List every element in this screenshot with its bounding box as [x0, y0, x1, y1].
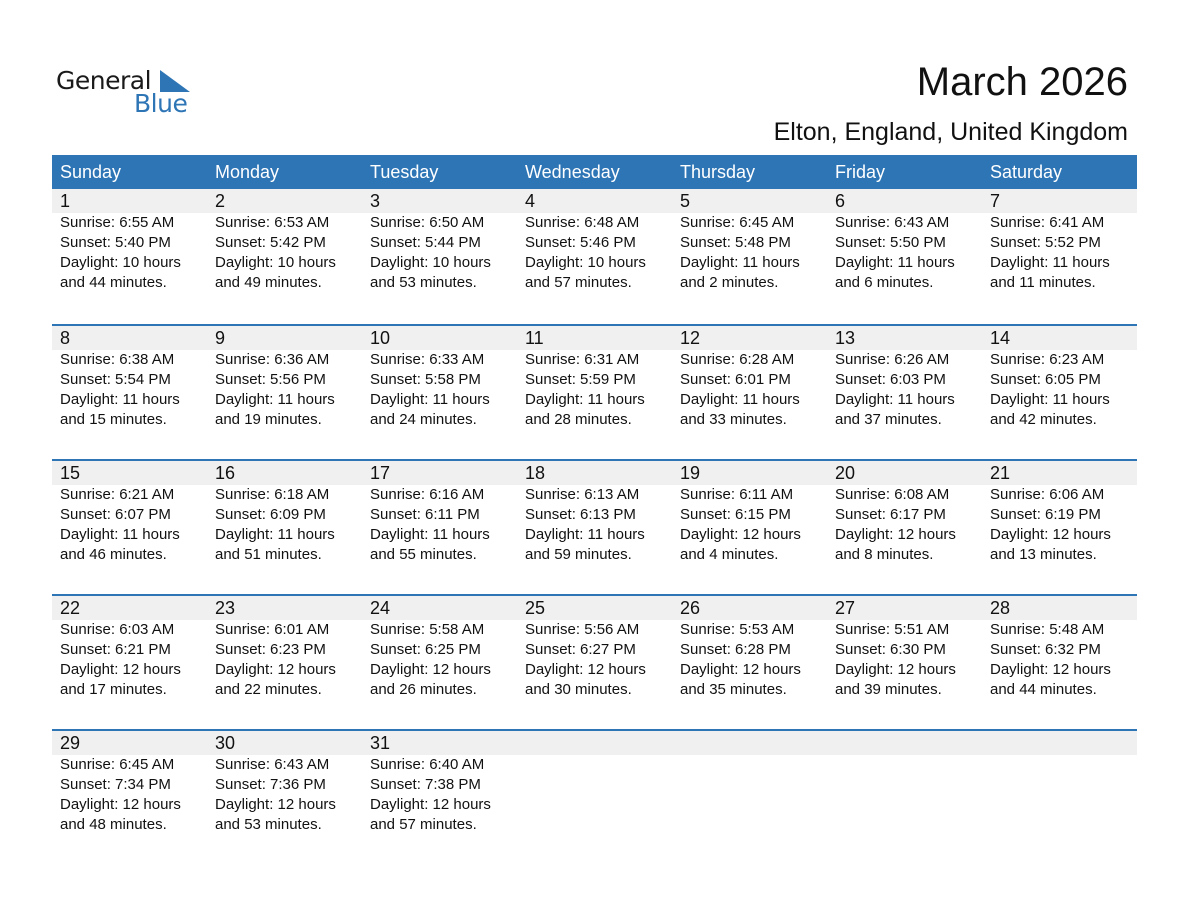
daylight-minutes-text: and 59 minutes.: [525, 546, 632, 563]
day-number: 11: [525, 328, 544, 348]
weekday-thursday: Thursday: [680, 162, 756, 182]
daylight-hours-text: Daylight: 12 hours: [680, 526, 801, 543]
day-cell: [672, 326, 827, 459]
day-cell: [52, 731, 207, 864]
day-number: 27: [835, 598, 856, 618]
sunrise-text: Sunrise: 6:03 AM: [60, 621, 175, 638]
day-number: 7: [990, 191, 1001, 211]
daylight-hours-text: Daylight: 11 hours: [215, 391, 335, 408]
sunset-text: Sunset: 6:15 PM: [680, 506, 791, 523]
logo-word-general: General: [56, 66, 152, 95]
sunset-text: Sunset: 5:52 PM: [990, 234, 1101, 251]
daylight-minutes-text: and 57 minutes.: [525, 274, 632, 291]
calendar-title: March 2026: [916, 60, 1128, 104]
weekday-monday: Monday: [215, 162, 280, 182]
day-number: [835, 731, 982, 755]
sunrise-text: Sunrise: 6:43 AM: [215, 756, 330, 773]
sunset-text: Sunset: 6:19 PM: [990, 506, 1101, 523]
day-number: [525, 731, 672, 755]
day-number: 18: [525, 463, 546, 483]
daylight-minutes-text: and 48 minutes.: [60, 816, 167, 833]
daylight-hours-text: Daylight: 12 hours: [680, 661, 801, 678]
sunset-text: Sunset: 6:25 PM: [370, 641, 481, 658]
sunset-text: Sunset: 5:46 PM: [525, 234, 636, 251]
empty-day-cell: [517, 731, 672, 864]
daylight-minutes-text: and 44 minutes.: [60, 274, 167, 291]
sunset-text: Sunset: 5:54 PM: [60, 371, 171, 388]
sunrise-text: Sunrise: 6:01 AM: [215, 621, 330, 638]
sunrise-text: Sunrise: 6:43 AM: [835, 214, 950, 231]
sunrise-text: Sunrise: 5:58 AM: [370, 621, 485, 638]
daylight-minutes-text: and 53 minutes.: [370, 274, 477, 291]
empty-day-cell: [827, 731, 982, 864]
week-row: [52, 324, 1137, 459]
daylight-hours-text: Daylight: 12 hours: [370, 796, 491, 813]
weekday-tuesday: Tuesday: [370, 162, 439, 182]
day-number: 21: [990, 463, 1011, 483]
sunrise-text: Sunrise: 6:08 AM: [835, 486, 950, 503]
day-cell: [52, 189, 207, 322]
sunset-text: Sunset: 5:56 PM: [215, 371, 326, 388]
daylight-minutes-text: and 37 minutes.: [835, 411, 942, 428]
sunrise-text: Sunrise: 5:53 AM: [680, 621, 795, 638]
day-cell: [207, 731, 362, 864]
sunrise-text: Sunrise: 6:33 AM: [370, 351, 485, 368]
sunset-text: Sunset: 6:09 PM: [215, 506, 326, 523]
sunset-text: Sunset: 7:38 PM: [370, 776, 481, 793]
week-row: [52, 729, 1137, 864]
day-cell: [52, 326, 207, 459]
daylight-minutes-text: and 55 minutes.: [370, 546, 477, 563]
day-cell: [517, 461, 672, 594]
day-number: 8: [60, 328, 71, 348]
sunrise-text: Sunrise: 6:38 AM: [60, 351, 175, 368]
sunrise-text: Sunrise: 6:16 AM: [370, 486, 485, 503]
day-number: 26: [680, 598, 701, 618]
day-cell: [672, 189, 827, 322]
daylight-hours-text: Daylight: 12 hours: [215, 661, 336, 678]
day-number: 19: [680, 463, 701, 483]
sunrise-text: Sunrise: 6:13 AM: [525, 486, 640, 503]
day-cell: [207, 596, 362, 729]
day-cell: [207, 189, 362, 322]
logo-word-blue: Blue: [134, 89, 188, 118]
sunrise-text: Sunrise: 6:50 AM: [370, 214, 485, 231]
week-row: [52, 189, 1137, 324]
sunset-text: Sunset: 6:30 PM: [835, 641, 946, 658]
day-cell: [362, 596, 517, 729]
weekday-friday: Friday: [835, 162, 886, 182]
daylight-hours-text: Daylight: 11 hours: [990, 391, 1110, 408]
day-number: 9: [215, 328, 226, 348]
daylight-minutes-text: and 51 minutes.: [215, 546, 322, 563]
weekday-sunday: Sunday: [60, 162, 122, 182]
day-cell: [207, 461, 362, 594]
sunset-text: Sunset: 5:58 PM: [370, 371, 481, 388]
daylight-hours-text: Daylight: 11 hours: [680, 254, 800, 271]
day-cell: [362, 326, 517, 459]
sunrise-text: Sunrise: 6:40 AM: [370, 756, 485, 773]
sunset-text: Sunset: 6:21 PM: [60, 641, 171, 658]
day-number: 24: [370, 598, 391, 618]
sunrise-text: Sunrise: 6:28 AM: [680, 351, 795, 368]
daylight-minutes-text: and 13 minutes.: [990, 546, 1097, 563]
day-cell: [517, 326, 672, 459]
daylight-hours-text: Daylight: 11 hours: [680, 391, 800, 408]
sunrise-text: Sunrise: 6:26 AM: [835, 351, 950, 368]
day-cell: [517, 189, 672, 322]
sunrise-text: Sunrise: 6:55 AM: [60, 214, 175, 231]
sunset-text: Sunset: 7:34 PM: [60, 776, 171, 793]
day-number: 15: [60, 463, 81, 483]
sunset-text: Sunset: 5:50 PM: [835, 234, 946, 251]
day-number: 12: [680, 328, 701, 348]
sunset-text: Sunset: 6:23 PM: [215, 641, 326, 658]
empty-day-cell: [672, 731, 827, 864]
daylight-minutes-text: and 8 minutes.: [835, 546, 934, 563]
week-row: [52, 594, 1137, 729]
day-cell: [52, 461, 207, 594]
sunset-text: Sunset: 5:42 PM: [215, 234, 326, 251]
sunset-text: Sunset: 6:27 PM: [525, 641, 636, 658]
sunrise-text: Sunrise: 6:36 AM: [215, 351, 330, 368]
sunrise-text: Sunrise: 6:53 AM: [215, 214, 330, 231]
sunrise-text: Sunrise: 5:56 AM: [525, 621, 640, 638]
day-cell: [827, 596, 982, 729]
week-row: [52, 459, 1137, 594]
daylight-hours-text: Daylight: 12 hours: [370, 661, 491, 678]
week-grid: [52, 326, 1137, 459]
day-number: 30: [215, 733, 236, 753]
sunrise-text: Sunrise: 6:23 AM: [990, 351, 1105, 368]
daylight-minutes-text: and 17 minutes.: [60, 681, 167, 698]
daylight-minutes-text: and 24 minutes.: [370, 411, 477, 428]
sunrise-text: Sunrise: 5:51 AM: [835, 621, 950, 638]
daylight-hours-text: Daylight: 11 hours: [835, 254, 955, 271]
daylight-hours-text: Daylight: 11 hours: [525, 391, 645, 408]
day-number: 31: [370, 733, 391, 753]
day-number: 22: [60, 598, 81, 618]
day-cell: [672, 596, 827, 729]
day-number: 17: [370, 463, 391, 483]
daylight-minutes-text: and 2 minutes.: [680, 274, 779, 291]
day-cell: [982, 326, 1137, 459]
daylight-hours-text: Daylight: 12 hours: [525, 661, 646, 678]
day-number: 14: [990, 328, 1011, 348]
daylight-minutes-text: and 28 minutes.: [525, 411, 632, 428]
week-grid: [52, 596, 1137, 729]
daylight-minutes-text: and 49 minutes.: [215, 274, 322, 291]
daylight-hours-text: Daylight: 11 hours: [370, 391, 490, 408]
day-cell: [52, 596, 207, 729]
day-cell: [517, 596, 672, 729]
weekday-header: [52, 155, 1137, 189]
weekday-saturday: Saturday: [990, 162, 1063, 182]
day-number: [990, 731, 1137, 755]
day-number: 13: [835, 328, 856, 348]
daylight-hours-text: Daylight: 12 hours: [60, 796, 181, 813]
sunrise-text: Sunrise: 6:31 AM: [525, 351, 640, 368]
sunset-text: Sunset: 6:13 PM: [525, 506, 636, 523]
daylight-hours-text: Daylight: 12 hours: [835, 526, 956, 543]
daylight-hours-text: Daylight: 11 hours: [525, 526, 645, 543]
daylight-hours-text: Daylight: 11 hours: [215, 526, 335, 543]
daylight-hours-text: Daylight: 12 hours: [990, 526, 1111, 543]
daylight-minutes-text: and 53 minutes.: [215, 816, 322, 833]
calendar-location: Elton, England, United Kingdom: [773, 118, 1128, 146]
sunrise-text: Sunrise: 6:45 AM: [680, 214, 795, 231]
daylight-minutes-text: and 22 minutes.: [215, 681, 322, 698]
daylight-minutes-text: and 35 minutes.: [680, 681, 787, 698]
sunset-text: Sunset: 5:40 PM: [60, 234, 171, 251]
daylight-hours-text: Daylight: 12 hours: [990, 661, 1111, 678]
daylight-minutes-text: and 30 minutes.: [525, 681, 632, 698]
daylight-hours-text: Daylight: 11 hours: [60, 391, 180, 408]
daylight-minutes-text: and 44 minutes.: [990, 681, 1097, 698]
day-cell: [982, 596, 1137, 729]
daylight-hours-text: Daylight: 12 hours: [60, 661, 181, 678]
daylight-minutes-text: and 39 minutes.: [835, 681, 942, 698]
daylight-hours-text: Daylight: 12 hours: [215, 796, 336, 813]
daylight-hours-text: Daylight: 10 hours: [370, 254, 491, 271]
day-number: 20: [835, 463, 856, 483]
day-cell: [982, 461, 1137, 594]
daylight-hours-text: Daylight: 11 hours: [370, 526, 490, 543]
daylight-hours-text: Daylight: 10 hours: [215, 254, 336, 271]
sunset-text: Sunset: 6:07 PM: [60, 506, 171, 523]
day-number: 23: [215, 598, 236, 618]
daylight-hours-text: Daylight: 11 hours: [60, 526, 180, 543]
sunrise-text: Sunrise: 6:18 AM: [215, 486, 330, 503]
daylight-minutes-text: and 15 minutes.: [60, 411, 167, 428]
week-grid: [52, 461, 1137, 594]
sunset-text: Sunset: 6:05 PM: [990, 371, 1101, 388]
weekday-wednesday: Wednesday: [525, 162, 620, 182]
daylight-minutes-text: and 6 minutes.: [835, 274, 934, 291]
day-number: 5: [680, 191, 691, 211]
daylight-hours-text: Daylight: 11 hours: [990, 254, 1110, 271]
week-grid: [52, 731, 1137, 864]
sunrise-text: Sunrise: 6:48 AM: [525, 214, 640, 231]
day-number: 6: [835, 191, 846, 211]
sunrise-text: Sunrise: 6:45 AM: [60, 756, 175, 773]
sunrise-text: Sunrise: 6:11 AM: [680, 486, 794, 503]
day-cell: [362, 189, 517, 322]
sunset-text: Sunset: 6:17 PM: [835, 506, 946, 523]
sunrise-text: Sunrise: 6:06 AM: [990, 486, 1105, 503]
daylight-hours-text: Daylight: 12 hours: [835, 661, 956, 678]
daylight-minutes-text: and 26 minutes.: [370, 681, 477, 698]
sunrise-text: Sunrise: 6:21 AM: [60, 486, 175, 503]
day-cell: [982, 189, 1137, 322]
day-cell: [362, 731, 517, 864]
week-grid: [52, 189, 1137, 322]
day-number: 28: [990, 598, 1011, 618]
day-number: 10: [370, 328, 391, 348]
day-number: 1: [60, 191, 71, 211]
empty-day-cell: [982, 731, 1137, 864]
day-cell: [362, 461, 517, 594]
day-number: 2: [215, 191, 226, 211]
sunset-text: Sunset: 7:36 PM: [215, 776, 326, 793]
sunset-text: Sunset: 5:48 PM: [680, 234, 791, 251]
daylight-minutes-text: and 11 minutes.: [990, 274, 1096, 291]
day-cell: [827, 461, 982, 594]
day-number: [680, 731, 827, 755]
daylight-minutes-text: and 42 minutes.: [990, 411, 1097, 428]
day-cell: [207, 326, 362, 459]
day-number: 16: [215, 463, 236, 483]
daylight-minutes-text: and 57 minutes.: [370, 816, 477, 833]
sunrise-text: Sunrise: 6:41 AM: [990, 214, 1105, 231]
day-number: 4: [525, 191, 536, 211]
daylight-hours-text: Daylight: 11 hours: [835, 391, 955, 408]
day-number: 25: [525, 598, 546, 618]
day-cell: [827, 189, 982, 322]
sunrise-text: Sunrise: 5:48 AM: [990, 621, 1105, 638]
day-number: 3: [370, 191, 381, 211]
sunset-text: Sunset: 6:03 PM: [835, 371, 946, 388]
daylight-minutes-text: and 4 minutes.: [680, 546, 779, 563]
sunset-text: Sunset: 6:28 PM: [680, 641, 791, 658]
daylight-hours-text: Daylight: 10 hours: [60, 254, 181, 271]
daylight-minutes-text: and 46 minutes.: [60, 546, 167, 563]
calendar-grid: [52, 155, 1137, 864]
day-number: 29: [60, 733, 81, 753]
day-cell: [827, 326, 982, 459]
weeks-container: [52, 189, 1137, 864]
daylight-minutes-text: and 19 minutes.: [215, 411, 322, 428]
daylight-minutes-text: and 33 minutes.: [680, 411, 787, 428]
sunset-text: Sunset: 5:59 PM: [525, 371, 636, 388]
sunset-text: Sunset: 6:11 PM: [370, 506, 480, 523]
daylight-hours-text: Daylight: 10 hours: [525, 254, 646, 271]
brand-logo: [56, 66, 196, 118]
sunset-text: Sunset: 6:01 PM: [680, 371, 791, 388]
day-cell: [672, 461, 827, 594]
sunset-text: Sunset: 6:32 PM: [990, 641, 1101, 658]
sunset-text: Sunset: 5:44 PM: [370, 234, 481, 251]
